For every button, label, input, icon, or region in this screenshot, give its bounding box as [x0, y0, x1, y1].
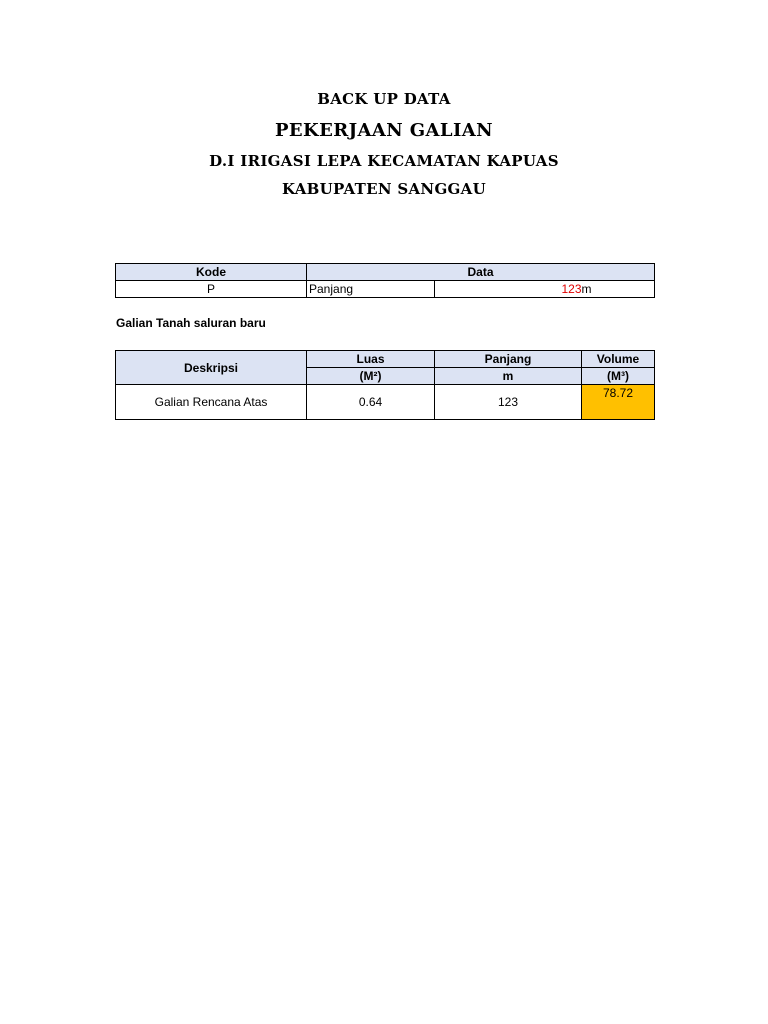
- header-volume-unit: (M³): [582, 368, 655, 385]
- header-volume: Volume: [582, 351, 655, 368]
- table-row: [116, 385, 655, 420]
- doc-title-job: PEKERJAAN GALIAN: [275, 120, 493, 141]
- cell-panjang-value: 123: [435, 281, 582, 298]
- cell-label-panjang: Panjang: [307, 281, 435, 298]
- volume-table: [115, 350, 655, 420]
- doc-title-backup: BACK UP DATA: [317, 90, 451, 108]
- cell-panjang: 123: [435, 385, 582, 420]
- header-luas-unit: (M²): [307, 368, 435, 385]
- cell-luas: 0.64: [307, 385, 435, 420]
- header-luas: Luas: [307, 351, 435, 368]
- cell-panjang-unit: m: [582, 281, 655, 298]
- doc-title-regency: KABUPATEN SANGGAU: [282, 180, 486, 198]
- cell-volume: 78.72: [582, 385, 655, 420]
- header-kode: Kode: [116, 264, 307, 281]
- cell-deskripsi: Galian Rencana Atas: [116, 385, 307, 420]
- header-data: Data: [307, 264, 655, 281]
- header-deskripsi: Deskripsi: [116, 351, 307, 385]
- section-label: Galian Tanah saluran baru: [116, 316, 266, 330]
- header-panjang-unit: m: [435, 368, 582, 385]
- input-data-table: [115, 263, 655, 298]
- header-panjang: Panjang: [435, 351, 582, 368]
- cell-kode: P: [116, 281, 307, 298]
- doc-title-location: D.I IRIGASI LEPA KECAMATAN KAPUAS: [209, 152, 559, 170]
